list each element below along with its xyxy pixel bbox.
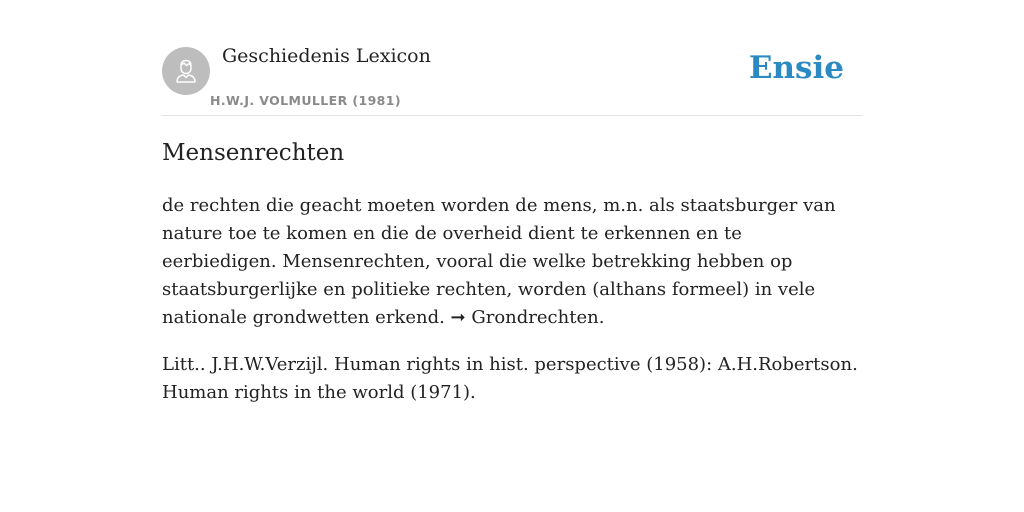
entry-header xyxy=(162,0,862,116)
ensie-logo[interactable]: Ensie xyxy=(748,50,844,86)
entry-body xyxy=(162,192,862,426)
literature-paragraph: Litt.. J.H.W.Verzijl. Human rights in hist. perspective (1958): A.H.Robertson. Human rights in the world (1971). xyxy=(162,354,858,403)
content-container xyxy=(162,0,862,403)
source-title[interactable]: Geschiedenis Lexicon xyxy=(222,45,431,67)
source-author[interactable]: H.W.J. VOLMULLER (1981) xyxy=(210,93,401,108)
definition-paragraph: de rechten die geacht moeten worden de mens, m.n. als staatsburger van nature toe te komen en die de overheid dient te erkennen en te eerbiedigen. Mensenrechten, vooral die welke betrekking hebben op staatsburgerlijke en politieke rechten, worden (althans formeel) in vele nationale grondwetten erkend. ➞ Grondrechten. xyxy=(162,195,836,328)
user-icon xyxy=(171,56,201,86)
source-avatar[interactable] xyxy=(162,47,210,95)
entry-title: Mensenrechten xyxy=(162,140,345,166)
